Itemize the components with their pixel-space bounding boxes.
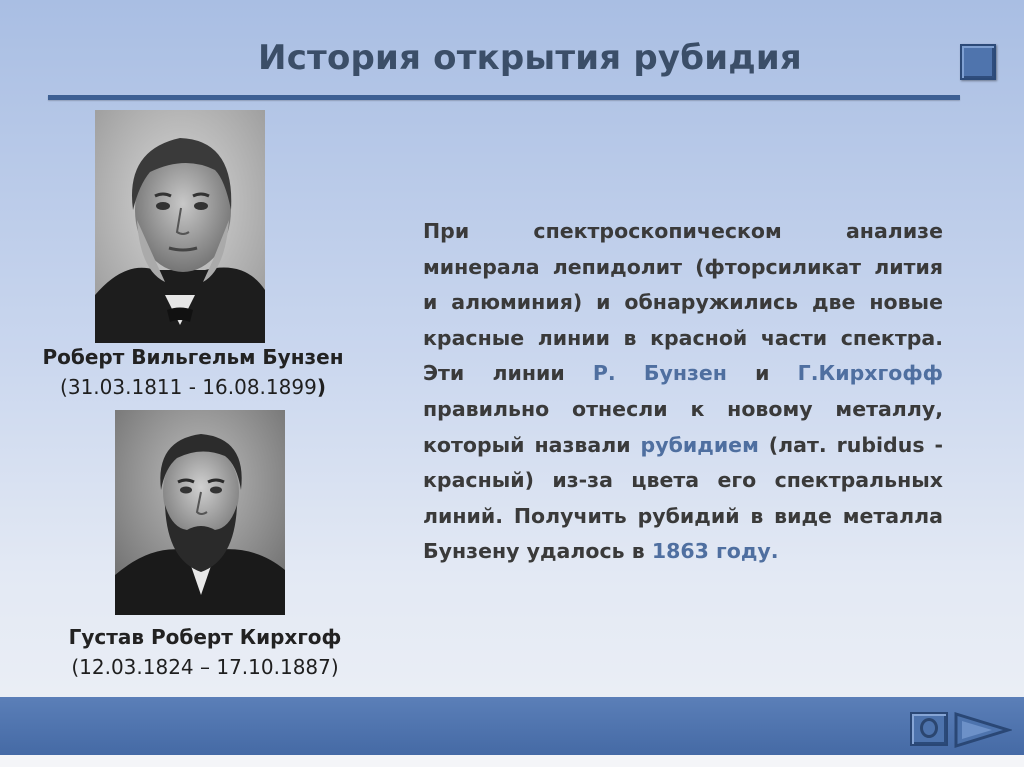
body-text-1: При спектроскопическом анализе минерала лепидолит (фторсиликат лития и алюминия) и обнаружились две новые красные линии в красной части спектра. Эти линии — [423, 219, 943, 386]
highlight-bunsen: Р. Бунзен — [592, 361, 727, 386]
title-divider — [48, 95, 960, 100]
caption-kirchhoff — [40, 622, 370, 682]
kirchhoff-name: Густав Роберт Кирхгоф — [68, 625, 342, 649]
arrow-right-icon[interactable] — [952, 711, 1012, 749]
body-text-3: правильно отнесли к новому металлу, который назвали — [423, 396, 943, 457]
bunsen-dates — [28, 372, 358, 402]
body-paragraph — [423, 214, 943, 570]
body-text-4: (лат. rubidus - красный) из-за цвета его спектральных линий. Получить рубидий в виде металла Бунзену удалось в — [423, 432, 943, 564]
highlight-rubidium: рубидием — [640, 432, 759, 457]
portrait-kirchhoff — [115, 410, 285, 615]
square-button-icon[interactable] — [960, 44, 996, 80]
bottom-strip — [0, 755, 1024, 767]
home-ring-icon — [920, 718, 938, 738]
bunsen-dates-text: (31.03.1811 - 16.08.1899 — [60, 375, 317, 399]
bunsen-dates-close: ) — [316, 375, 326, 399]
bottom-bar — [0, 697, 1024, 755]
slide-title: История открытия рубидия — [258, 38, 802, 78]
caption-bunsen — [28, 342, 358, 402]
highlight-kirchhoff: Г.Кирхгофф — [797, 361, 943, 386]
body-text-2: и — [726, 361, 798, 386]
home-nav-icon[interactable] — [910, 712, 948, 746]
kirchhoff-dates: (12.03.1824 – 17.10.1887) — [71, 655, 339, 679]
highlight-year: 1863 году. — [651, 539, 779, 564]
bunsen-name: Роберт Вильгельм Бунзен — [42, 345, 344, 369]
portrait-bunsen — [95, 110, 265, 343]
